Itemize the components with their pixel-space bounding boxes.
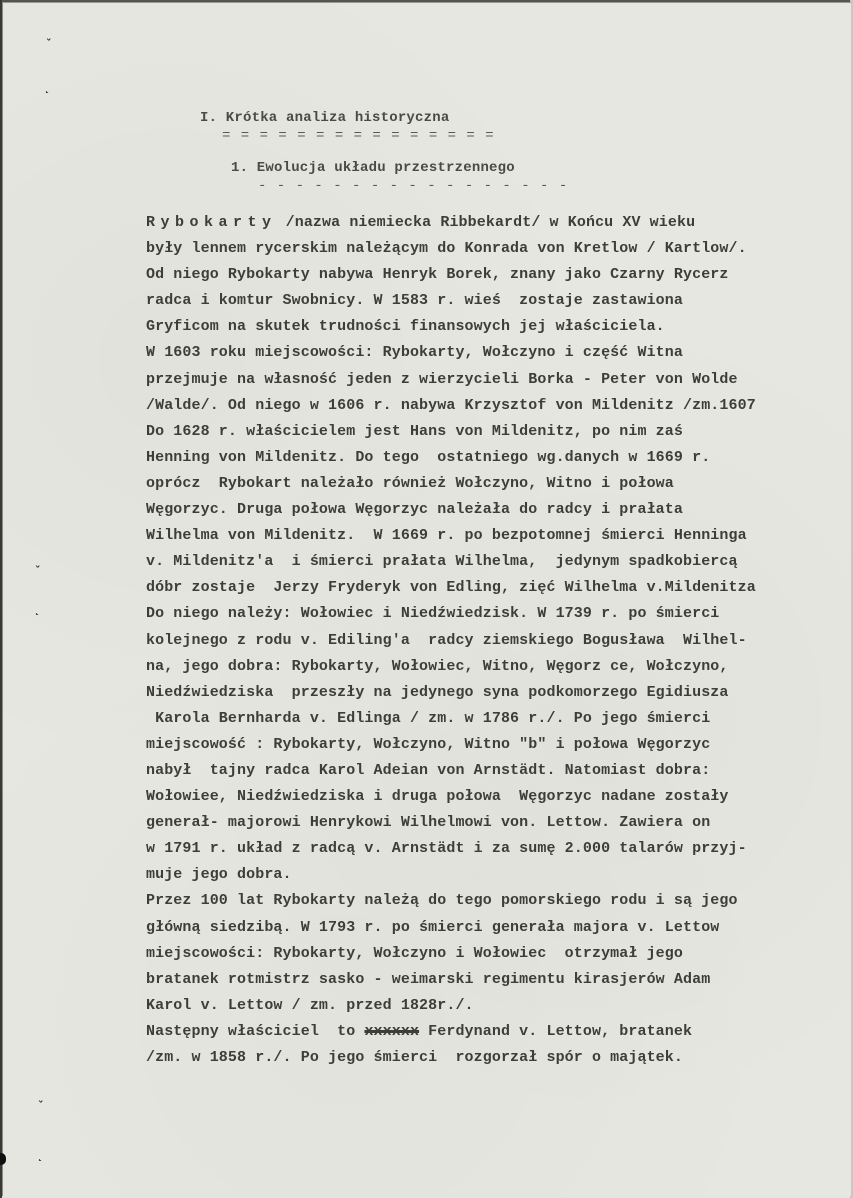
text-line: W 1603 roku miejscowości: Rybokarty, Wołczyno i część Witna (146, 344, 683, 362)
text-line: v. Mildenitz'a i śmierci prałata Wilhelma, jedynym spadkobiercą (146, 553, 738, 571)
text-line: Do niego należy: Wołowiec i Niedźwiedzisk. W 1739 r. po śmierci (146, 605, 720, 623)
text-line: Przez 100 lat Rybokarty należą do tego pomorskiego rodu i są jego (146, 892, 738, 910)
text-line: w 1791 r. układ z radcą v. Arnstädt i za sumę 2.000 talarów przyj- (146, 840, 747, 858)
margin-mark: ˛ (44, 81, 50, 94)
text-line: Niedźwiedziska przeszły na jedynego syna podkomorzego Egidiusza (146, 683, 729, 701)
text-line: miejscowość : Rybokarty, Wołczyno, Witno "b" i połowa Węgorzyc (146, 735, 711, 753)
text-line: Od niego Rybokarty nabywa Henryk Borek, znany jako Czarny Rycerz (146, 266, 729, 284)
text-line: Karol v. Lettow / zm. przed 1828r./. (146, 996, 474, 1014)
text-line: kolejnego z rodu v. Ediling'a radcy ziemskiego Bogusława Wilhel- (146, 631, 747, 649)
margin-mark: ˇ (38, 1099, 44, 1112)
text-line: Rybokarty /nazwa niemiecka Ribbekardt/ w Końcu XV wieku (146, 214, 696, 231)
text-line: nabył tajny radca Karol Adeian von Arnstädt. Natomiast dobra: (146, 761, 711, 779)
section-heading: I. Krótka analiza historyczna (200, 110, 450, 126)
subsection-heading: 1. Ewolucja układu przestrzennego (231, 160, 515, 176)
text-line: Henning von Mildenitz. Do tego ostatniego wg.danych w 1669 r. (146, 448, 711, 466)
text-line: na, jego dobra: Rybokarty, Wołowiec, Witno, Węgorz ce, Wołczyno, (146, 657, 729, 675)
text-line: Gryficom na skutek trudności finansowych jej właściciela. (146, 318, 665, 336)
margin-mark: ˇ (35, 564, 41, 577)
text-line: dóbr zostaje Jerzy Fryderyk von Edling, zięć Wilhelma v.Mildenitza (146, 579, 756, 597)
text-line: przejmuje na własność jeden z wierzycieli Borka - Peter von Wolde (146, 370, 738, 388)
text-line: Następny właściciel to xxxxxx Ferdynand v. Lettow, bratanek (146, 1022, 693, 1040)
text-line: miejscowości: Rybokarty, Wołczyno i Wołowiec otrzymał jego (146, 944, 683, 962)
text-line: Karola Bernharda v. Edlinga / zm. w 1786 r./. Po jego śmierci (146, 709, 711, 727)
body-text (146, 210, 846, 1071)
subsection-heading-underline: - - - - - - - - - - - - - - - - - (258, 178, 569, 194)
text-line: Wołowiee, Niedźwiedziska i druga połowa Węgorzyc nadane zostały (146, 788, 729, 806)
struck-out-word: xxxxxx (364, 1022, 420, 1040)
text-line: /Walde/. Od niego w 1606 r. nabywa Krzysztof von Mildenitz /zm.1607 (146, 396, 756, 414)
text-line: muje jego dobra. (146, 866, 292, 884)
margin-mark: ˛ (37, 1149, 43, 1162)
section-heading-underline: = = = = = = = = = = = = = = = (222, 128, 495, 144)
text-line: były lennem rycerskim należącym do Konrada von Kretlow / Kartlow/. (146, 240, 747, 258)
margin-mark: ˇ (46, 37, 52, 50)
text-line: radca i komtur Swobnicy. W 1583 r. wieś zostaje zastawiona (146, 292, 683, 310)
text-line: Do 1628 r. właścicielem jest Hans von Mildenitz, po nim zaś (146, 422, 683, 440)
text-line: Węgorzyc. Druga połowa Węgorzyc należała do radcy i prałata (146, 501, 683, 519)
text-line: /zm. w 1858 r./. Po jego śmierci rozgorzał spór o majątek. (146, 1049, 683, 1066)
place-name-spaced: Rybokarty (146, 214, 277, 231)
margin-mark: ˛ (34, 603, 40, 616)
text-line: oprócz Rybokart należało również Wołczyno, Witno i połowa (146, 474, 674, 492)
text-line: generał- majorowi Henrykowi Wilhelmowi von. Lettow. Zawiera on (146, 814, 711, 832)
text-line: główną siedzibą. W 1793 r. po śmierci generała majora v. Lettow (146, 918, 720, 936)
text-line: bratanek rotmistrz sasko - weimarski regimentu kirasjerów Adam (146, 970, 711, 988)
text-line: Wilhelma von Mildenitz. W 1669 r. po bezpotomnej śmierci Henninga (146, 527, 747, 545)
